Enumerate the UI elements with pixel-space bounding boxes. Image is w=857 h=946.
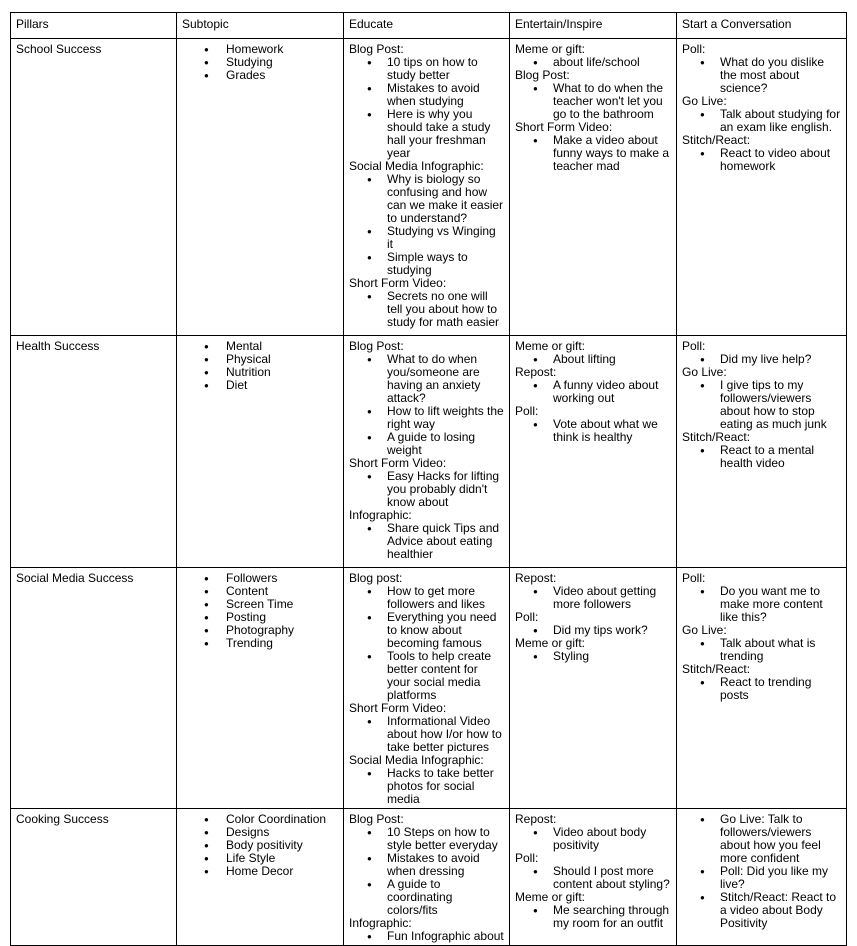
idea-item: ● What to do when you/someone are having an anxiety attack? <box>387 353 504 405</box>
idea-item: ● A guide to coordinating colors/fits <box>387 878 504 917</box>
conversation-cell <box>677 568 847 809</box>
section-label-repost: Repost: <box>515 812 557 826</box>
idea-list <box>682 637 841 663</box>
idea-list <box>349 470 504 509</box>
section-label-short-form-video: Short Form Video: <box>349 276 447 290</box>
idea-item: ● Should I post more content about styling? <box>553 865 671 891</box>
idea-list <box>349 353 504 457</box>
table-row <box>11 39 847 336</box>
idea-item: ● React to trending posts <box>720 676 841 702</box>
idea-item: ● Easy Hacks for lifting you probably didn't know about <box>387 470 504 509</box>
idea-list <box>349 715 504 754</box>
section-label-go-live: Go Live: <box>682 623 727 637</box>
pillar-cell: School Success <box>11 39 177 336</box>
idea-list <box>349 522 504 561</box>
educate-cell <box>344 568 510 809</box>
subtopic-item: ● Body positivity <box>226 839 338 852</box>
idea-item: ● Everything you need to know about becoming famous <box>387 611 504 650</box>
pillar-cell: Social Media Success <box>11 568 177 809</box>
subtopic-list <box>182 340 338 392</box>
idea-list <box>515 826 671 852</box>
entertain-cell <box>510 336 677 568</box>
pillar-cell: Health Success <box>11 336 177 568</box>
idea-item: ● What do you dislike the most about science? <box>720 56 841 95</box>
entertain-cell <box>510 568 677 809</box>
idea-item: ● Stitch/React: React to a video about Body Positivity <box>720 891 841 930</box>
idea-list <box>515 585 671 611</box>
header-row <box>11 13 847 39</box>
idea-item: ● 10 Steps on how to style better everyday <box>387 826 504 852</box>
header-educate: Educate <box>344 13 510 39</box>
idea-item: ● About lifting <box>553 353 671 366</box>
header-start-conversation: Start a Conversation <box>677 13 847 39</box>
idea-item: ● Video about body positivity <box>553 826 671 852</box>
conversation-cell <box>677 809 847 946</box>
subtopic-item: ● Posting <box>226 611 338 624</box>
section-label-blog-post: Blog Post: <box>349 339 404 353</box>
idea-list <box>682 585 841 624</box>
educate-cell <box>344 809 510 946</box>
subtopic-item: ● Nutrition <box>226 366 338 379</box>
educate-cell <box>344 336 510 568</box>
idea-item: ● Simple ways to studying <box>387 251 504 277</box>
section-label-infographic: Infographic: <box>349 916 412 930</box>
section-label-go-live: Go Live: <box>682 94 727 108</box>
idea-list <box>682 676 841 702</box>
pillar-cell: Cooking Success <box>11 809 177 946</box>
idea-item: ● Fun Infographic about <box>387 930 504 943</box>
section-label-short-form-video: Short Form Video: <box>349 701 447 715</box>
section-label-short-form-video: Short Form Video: <box>515 120 613 134</box>
idea-item: ● Talk about what is trending <box>720 637 841 663</box>
idea-item: ● Did my live help? <box>720 353 841 366</box>
header-entertain-inspire: Entertain/Inspire <box>510 13 677 39</box>
subtopic-cell <box>177 809 344 946</box>
section-label-short-form-video: Short Form Video: <box>349 456 447 470</box>
idea-item: ● about life/school <box>553 56 671 69</box>
idea-item: ● How to lift weights the right way <box>387 405 504 431</box>
header-subtopic: Subtopic <box>177 13 344 39</box>
section-label-stitch-react: Stitch/React: <box>682 133 751 147</box>
idea-item: ● A funny video about working out <box>553 379 671 405</box>
idea-list <box>349 930 504 943</box>
idea-list <box>515 82 671 121</box>
subtopic-item: ● Studying <box>226 56 338 69</box>
idea-list <box>515 379 671 405</box>
content-pillars-table <box>10 12 847 946</box>
subtopic-item: ● Followers <box>226 572 338 585</box>
entertain-cell <box>510 39 677 336</box>
subtopic-item: ● Content <box>226 585 338 598</box>
conversation-cell <box>677 336 847 568</box>
section-label-social-media-infographic: Social Media Infographic: <box>349 159 484 173</box>
section-label-stitch-react: Stitch/React: <box>682 662 751 676</box>
subtopic-item: ● Diet <box>226 379 338 392</box>
idea-list <box>349 290 504 329</box>
idea-list <box>682 444 841 470</box>
idea-list <box>515 134 671 173</box>
idea-list <box>682 147 841 173</box>
section-label-meme-or-gift: Meme or gift: <box>515 890 586 904</box>
idea-item: ● Video about getting more followers <box>553 585 671 611</box>
subtopic-item: ● Trending <box>226 637 338 650</box>
subtopic-list <box>182 43 338 82</box>
subtopic-item: ● Color Coordination <box>226 813 338 826</box>
subtopic-item: ● Mental <box>226 340 338 353</box>
subtopic-cell <box>177 568 344 809</box>
idea-list <box>349 585 504 702</box>
idea-item: ● What to do when the teacher won't let you go to the bathroom <box>553 82 671 121</box>
idea-item: ● Why is biology so confusing and how can we make it easier to understand? <box>387 173 504 225</box>
idea-item: ● Go Live: Talk to followers/viewers about how you feel more confident <box>720 813 841 865</box>
idea-item: ● Do you want me to make more content like this? <box>720 585 841 624</box>
section-label-blog-post: Blog Post: <box>515 68 570 82</box>
subtopic-item: ● Life Style <box>226 852 338 865</box>
subtopic-item: ● Designs <box>226 826 338 839</box>
idea-item: ● Make a video about funny ways to make a teacher mad <box>553 134 671 173</box>
section-label-poll: Poll: <box>515 404 539 418</box>
section-label-poll: Poll: <box>682 339 706 353</box>
idea-item: ● Studying vs Winging it <box>387 225 504 251</box>
idea-item: ● Here is why you should take a study hall your freshman year <box>387 108 504 160</box>
table-row <box>11 809 847 946</box>
entertain-cell <box>510 809 677 946</box>
idea-item: ● Mistakes to avoid when dressing <box>387 852 504 878</box>
idea-list <box>515 865 671 891</box>
idea-item: ● How to get more followers and likes <box>387 585 504 611</box>
section-label-social-media-infographic: Social Media Infographic: <box>349 753 484 767</box>
idea-list <box>515 650 671 663</box>
idea-item: ● Informational Video about how I/or how to take better pictures <box>387 715 504 754</box>
subtopic-item: ● Grades <box>226 69 338 82</box>
table-row <box>11 568 847 809</box>
idea-item: ● Talk about studying for an exam like english. <box>720 108 841 134</box>
educate-cell <box>344 39 510 336</box>
idea-list <box>349 826 504 917</box>
idea-item: ● I give tips to my followers/viewers about how to stop eating as much junk <box>720 379 841 431</box>
idea-list <box>682 56 841 95</box>
idea-list <box>515 904 671 930</box>
subtopic-item: ● Photography <box>226 624 338 637</box>
table-row <box>11 336 847 568</box>
section-label-meme-or-gift: Meme or gift: <box>515 339 586 353</box>
header-pillars: Pillars <box>11 13 177 39</box>
conversation-cell <box>677 39 847 336</box>
subtopic-item: ● Home Decor <box>226 865 338 878</box>
idea-item: ● Tools to help create better content for your social media platforms <box>387 650 504 702</box>
idea-list <box>515 418 671 444</box>
idea-list <box>349 56 504 160</box>
idea-item: ● Mistakes to avoid when studying <box>387 82 504 108</box>
idea-list <box>349 767 504 806</box>
idea-item: ● Share quick Tips and Advice about eating healthier <box>387 522 504 561</box>
section-label-repost: Repost: <box>515 571 557 585</box>
section-label-poll: Poll: <box>515 851 539 865</box>
idea-list <box>682 379 841 431</box>
idea-item: ● Secrets no one will tell you about how to study for math easier <box>387 290 504 329</box>
idea-item: ● Me searching through my room for an outfit <box>553 904 671 930</box>
subtopic-item: ● Screen Time <box>226 598 338 611</box>
section-label-blog-post: Blog Post: <box>349 812 404 826</box>
subtopic-item: ● Homework <box>226 43 338 56</box>
subtopic-list <box>182 813 338 878</box>
section-label-blog-post: Blog Post: <box>349 42 404 56</box>
section-label-poll: Poll: <box>682 42 706 56</box>
idea-item: ● Styling <box>553 650 671 663</box>
section-label-poll: Poll: <box>682 571 706 585</box>
idea-item: ● React to video about homework <box>720 147 841 173</box>
section-label-stitch-react: Stitch/React: <box>682 430 751 444</box>
idea-list <box>682 108 841 134</box>
idea-list <box>349 173 504 277</box>
idea-item: ● Poll: Did you like my live? <box>720 865 841 891</box>
section-label-meme-or-gift: Meme or gift: <box>515 42 586 56</box>
section-label-blog-post: Blog post: <box>349 571 403 585</box>
section-label-repost: Repost: <box>515 365 557 379</box>
subtopic-cell <box>177 39 344 336</box>
section-label-meme-or-gift: Meme or gift: <box>515 636 586 650</box>
subtopic-cell <box>177 336 344 568</box>
subtopic-item: ● Physical <box>226 353 338 366</box>
subtopic-list <box>182 572 338 650</box>
idea-list <box>682 813 841 930</box>
section-label-poll: Poll: <box>515 610 539 624</box>
section-label-go-live: Go Live: <box>682 365 727 379</box>
idea-item: ● React to a mental health video <box>720 444 841 470</box>
idea-item: ● Hacks to take better photos for social media <box>387 767 504 806</box>
idea-item: ● A guide to losing weight <box>387 431 504 457</box>
idea-item: ● Vote about what we think is healthy <box>553 418 671 444</box>
idea-item: ● Did my tips work? <box>553 624 671 637</box>
section-label-infographic: Infographic: <box>349 508 412 522</box>
idea-item: ● 10 tips on how to study better <box>387 56 504 82</box>
